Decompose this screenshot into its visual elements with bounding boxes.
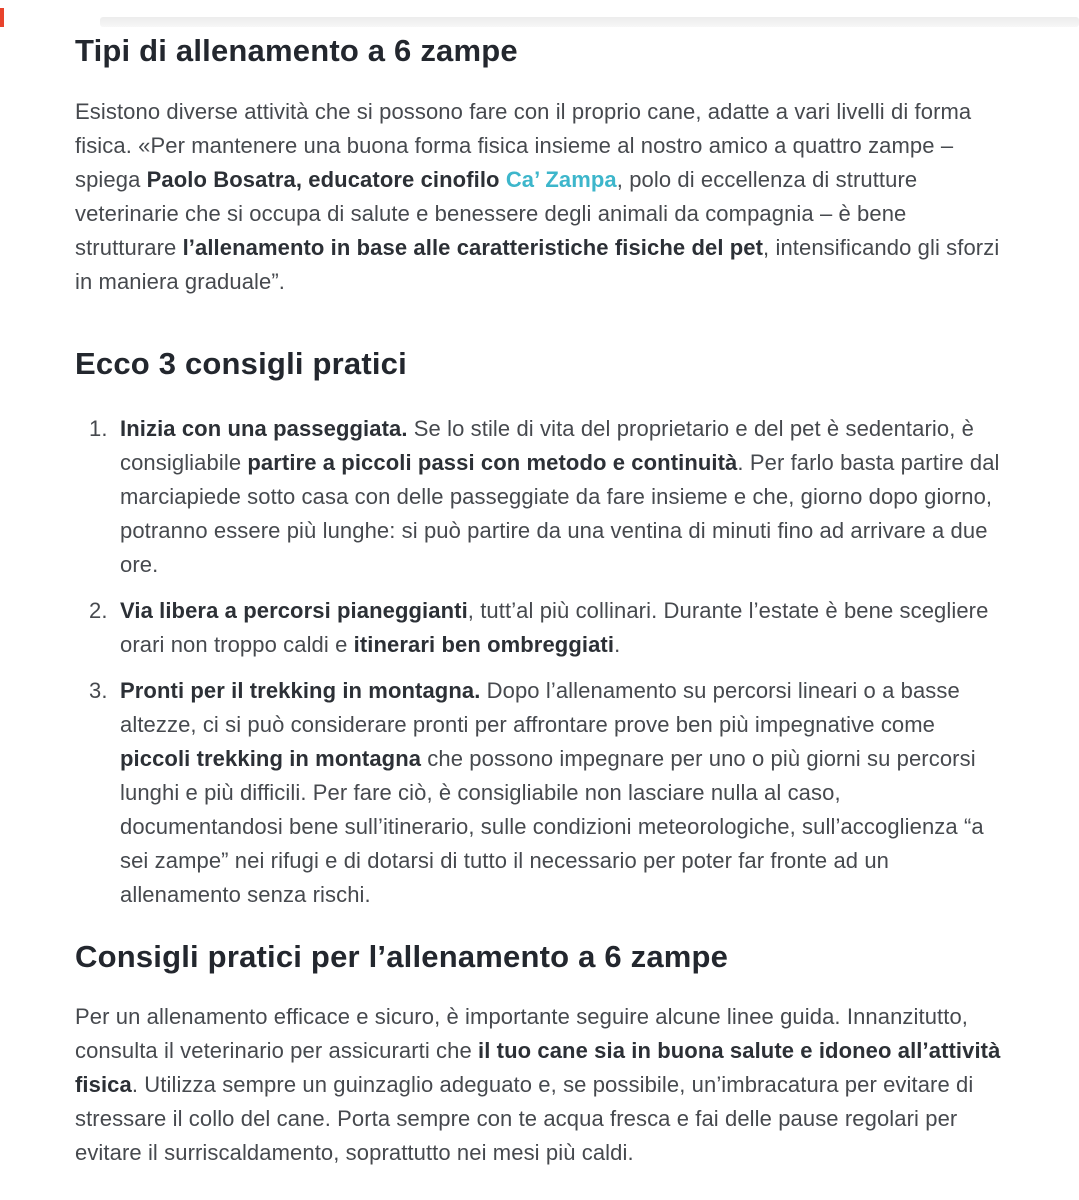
article-content: [75, 24, 1007, 1170]
ca-zampa-link[interactable]: Ca’ Zampa: [505, 166, 617, 192]
list-marker: 3.: [89, 677, 108, 703]
closing-paragraph: [75, 1000, 1007, 1170]
list-item-text: [120, 674, 1007, 912]
text-run: . Utilizza sempre un guinzaglio adeguato e, se possibile, un’imbracatura per evitare di stressare il collo del cane. Porta sempre con te acqua fresca e fai delle pause regolari per evitare il surriscaldamento, soprattutto nei mesi più caldi.: [75, 1072, 974, 1166]
bold-text-run: Inizia con una passeggiata.: [120, 415, 408, 441]
list-item-trekking: [89, 674, 1007, 912]
text-run: Dopo l’allenamento su percorsi lineari o a basse altezze, ci si può considerare pronti per affrontare prove ben più impegnative come: [120, 677, 960, 737]
section-heading-tipi-allenamento: Tipi di allenamento a 6 zampe: [75, 33, 518, 68]
list-item-text: [120, 412, 1007, 582]
bold-text-run: l’allenamento in base alle caratteristiche fisiche del pet: [182, 234, 764, 260]
list-item-percorsi: [89, 594, 1007, 662]
list-item-passeggiata: [89, 412, 1007, 582]
section-heading-consigli-allenamento: Consigli pratici per l’allenamento a 6 zampe: [75, 938, 729, 974]
bold-text-run: itinerari ben ombreggiati: [353, 631, 615, 657]
text-run: , polo di eccellenza di strutture veterinarie che si occupa di salute e benessere degli animali da compagnia – è bene strutturare: [75, 166, 918, 260]
text-run: Se lo stile di vita del proprietario e del pet è sedentario, è consigliabile: [120, 415, 974, 475]
text-run: .: [614, 631, 621, 657]
tips-list: [75, 412, 1007, 912]
text-run: , tutt’al più collinari. Durante l’estate è bene scegliere orari non troppo caldi e: [120, 597, 989, 657]
section-heading-consigli-pratici: Ecco 3 consigli pratici: [75, 345, 407, 381]
list-item-text: [120, 594, 1007, 662]
bold-text-run: il tuo cane sia in buona salute e idoneo all’attività fisica: [75, 1038, 1001, 1098]
bold-text-run: Via libera a percorsi pianeggianti: [120, 597, 468, 623]
bold-text-run: Pronti per il trekking in montagna.: [120, 677, 481, 703]
list-marker: 1.: [89, 415, 108, 441]
list-marker: 2.: [89, 597, 108, 623]
text-run: Esistono diverse attività che si possono fare con il proprio cane, adatte a vari livelli di forma fisica. «Per mantenere una buona forma fisica insieme al nostro amico a quattro zampe – spiega: [75, 98, 972, 192]
red-edge-marker: [0, 8, 4, 27]
text-run: Per un allenamento efficace e sicuro, è importante seguire alcune linee guida. Innanzitutto, consulta il veterinario per assicurarti che: [75, 1004, 969, 1064]
text-run: , intensificando gli sforzi in maniera graduale”.: [75, 234, 1000, 294]
bold-text-run: piccoli trekking in montagna: [120, 745, 422, 771]
bold-text-run: partire a piccoli passi con metodo e continuità: [247, 449, 738, 475]
text-run: che possono impegnare per uno o più giorni su percorsi lunghi e più difficili. Per fare ciò, è consigliabile non lasciare nulla al caso, documentandosi bene sull’itinerario, sulle condizioni meteorologiche, sull’accoglienza “a sei zampe” nei rifugi e di dotarsi di tutto il necessario per poter far fronte ad un allenamento senza rischi.: [120, 745, 984, 907]
intro-paragraph: [75, 95, 1007, 299]
bold-text-run: Paolo Bosatra, educatore cinofilo: [146, 166, 500, 192]
text-run: . Per farlo basta partire dal marciapiede sotto casa con delle passeggiate da fare insieme e che, giorno dopo giorno, potranno essere più lunghe: si può partire da una ventina di minuti fino ad arrivare a due ore.: [120, 449, 1000, 577]
